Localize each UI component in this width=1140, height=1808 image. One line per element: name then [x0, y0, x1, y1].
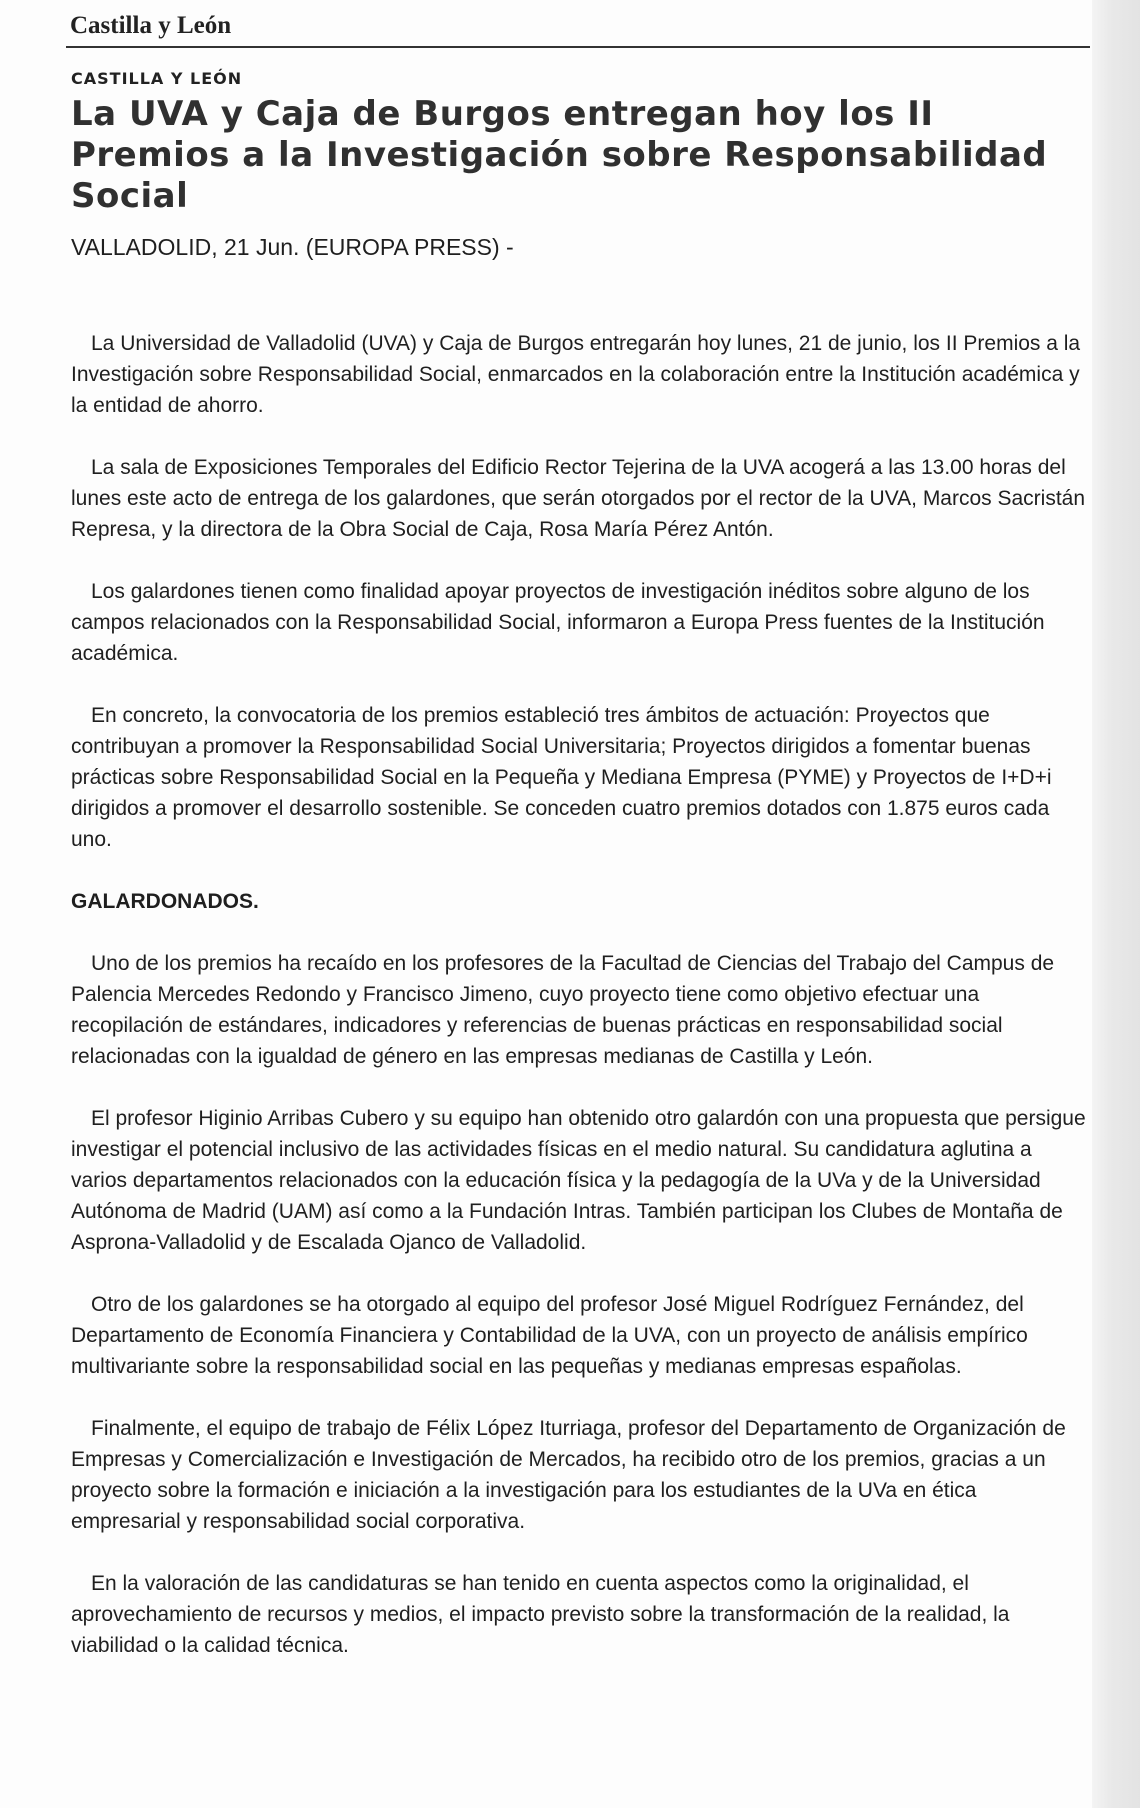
paragraph-8: Finalmente, el equipo de trabajo de Félix López Iturriaga, profesor del Departamento de Organización de Empresas y Comercialización e Investigación de Mercados, ha recibido otro de los premios, gracias a un proyecto sobre la formación e iniciación a la investigación para los estudiantes de la UVa en ética empresarial y responsabilidad social corporativa.: [71, 1417, 1066, 1533]
paragraph-9: En la valoración de las candidaturas se han tenido en cuenta aspectos como la originalidad, el aprovechamiento de recursos y medios, el impacto previsto sobre la transformación de la realidad, la viabilidad o la calidad técnica.: [71, 1572, 1010, 1657]
paragraph-5: Uno de los premios ha recaído en los profesores de la Facultad de Ciencias del Trabajo del Campus de Palencia Mercedes Redondo y Francisco Jimeno, cuyo proyecto tiene como objetivo efectuar una recopilación de estándares, indicadores y referencias de buenas prácticas en responsabilidad social relacionadas con la igualdad de género en las empresas medianas de Castilla y León.: [71, 952, 1055, 1068]
paragraph-6: El profesor Higinio Arribas Cubero y su equipo han obtenido otro galardón con una propuesta que persigue investigar el potencial inclusivo de las actividades físicas en el medio natural. Su candidatura aglutina a varios departamentos relacionados con la educación física y la pedagogía de la UVa y de la Universidad Autónoma de Madrid (UAM) así como a la Fundación Intras. También participan los Clubes de Montaña de Asprona-Valladolid y de Escalada Ojanco de Valladolid.: [71, 1107, 1086, 1254]
article-dateline: VALLADOLID, 21 Jun. (EUROPA PRESS) -: [71, 234, 514, 260]
paragraph-1: La Universidad de Valladolid (UVA) y Caja de Burgos entregarán hoy lunes, 21 de junio, los II Premios a la Investigación sobre Responsabilidad Social, enmarcados en la colaboración entre la Institución académica y la entidad de ahorro.: [71, 332, 1081, 417]
subheading-galardonados: GALARDONADOS.: [71, 890, 259, 913]
article-body: [71, 328, 1089, 1692]
paragraph-4: En concreto, la convocatoria de los premios estableció tres ámbitos de actuación: Proyectos que contribuyan a promover la Responsabilidad Social Universitaria; Proyectos dirigidos a fomentar buenas prácticas sobre Responsabilidad Social en la Pequeña y Mediana Empresa (PYME) y Proyectos de I+D+i dirigidos a promover el desarrollo sostenible. Se conceden cuatro premios dotados con 1.875 euros cada uno.: [71, 704, 1052, 851]
article-kicker: CASTILLA Y LEÓN: [71, 69, 243, 88]
paragraph-2: La sala de Exposiciones Temporales del Edificio Rector Tejerina de la UVA acogerá a las 13.00 horas del lunes este acto de entrega de los galardones, que serán otorgados por el rector de la UVA, Marcos Sacristán Represa, y la directora de la Obra Social de Caja, Rosa María Pérez Antón.: [71, 456, 1086, 541]
scan-edge-shadow: [1092, 0, 1140, 1808]
header-rule: [66, 46, 1090, 48]
section-header: Castilla y León: [70, 12, 232, 39]
paragraph-3: Los galardones tienen como finalidad apoyar proyectos de investigación inéditos sobre alguno de los campos relacionados con la Responsabilidad Social, informaron a Europa Press fuentes de la Institución académica.: [71, 580, 1045, 665]
paragraph-7: Otro de los galardones se ha otorgado al equipo del profesor José Miguel Rodríguez Fernández, del Departamento de Economía Financiera y Contabilidad de la UVA, con un proyecto de análisis empírico multivariante sobre la responsabilidad social en las pequeñas y medianas empresas españolas.: [71, 1293, 1028, 1378]
article-headline: La UVA y Caja de Burgos entregan hoy los II Premios a la Investigación sobre Responsabilidad Social: [71, 94, 1048, 216]
